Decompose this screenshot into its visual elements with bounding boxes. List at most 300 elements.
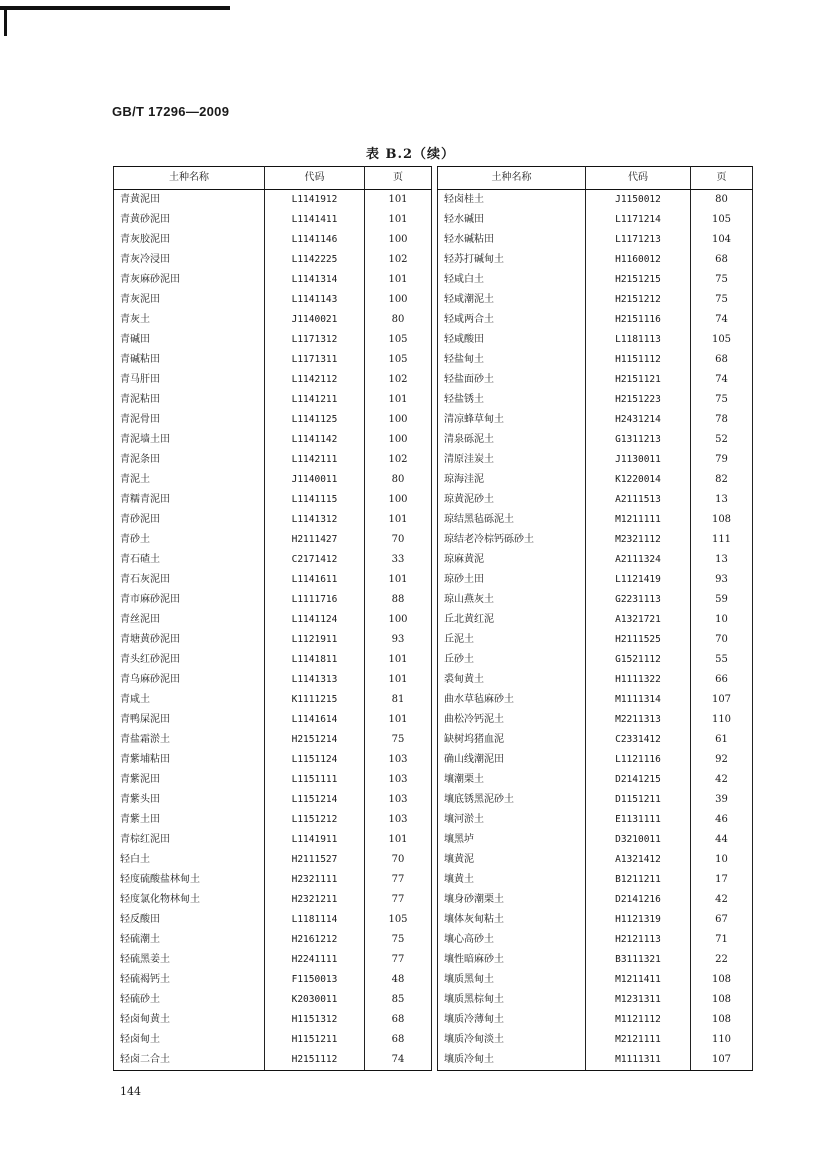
soil-name-cell: 裘甸黄土 [438, 670, 586, 690]
page-ref-cell: 110 [691, 1030, 753, 1050]
soil-name-cell: 轻度硫酸盐林甸土 [114, 870, 265, 890]
page-ref-cell: 103 [365, 790, 432, 810]
soil-name-cell: 确山线潮泥田 [438, 750, 586, 770]
soil-code-cell: M1231311 [586, 990, 691, 1010]
page-ref-cell: 80 [365, 310, 432, 330]
page-ref-cell: 78 [691, 410, 753, 430]
table-body-right [438, 190, 753, 1071]
soil-code-cell: H1121319 [586, 910, 691, 930]
table-row [114, 890, 432, 910]
soil-name-cell: 轻咸酸田 [438, 330, 586, 350]
soil-name-cell: 琼海洼泥 [438, 470, 586, 490]
soil-name-cell: 青泥骨田 [114, 410, 265, 430]
soil-code-cell: M1111314 [586, 690, 691, 710]
soil-name-cell: 轻水碱粘田 [438, 230, 586, 250]
soil-code-cell: H2151116 [586, 310, 691, 330]
page-ref-cell: 59 [691, 590, 753, 610]
page-ref-cell: 103 [365, 770, 432, 790]
soil-name-cell: 壤底锈黑泥砂土 [438, 790, 586, 810]
soil-name-cell: 青碱粘田 [114, 350, 265, 370]
soil-code-cell: F1150013 [265, 970, 365, 990]
table-row [114, 970, 432, 990]
table-row [114, 430, 432, 450]
scan-top-edge-mark [0, 6, 230, 10]
table-row [114, 610, 432, 630]
soil-code-cell: K1111215 [265, 690, 365, 710]
soil-code-cell: L1141142 [265, 430, 365, 450]
soil-name-cell: 轻度氯化物林甸土 [114, 890, 265, 910]
soil-code-cell: H1111322 [586, 670, 691, 690]
soil-code-cell: L1141314 [265, 270, 365, 290]
page-ref-cell: 100 [365, 490, 432, 510]
table-row [438, 370, 753, 390]
soil-code-cell: L1151214 [265, 790, 365, 810]
soil-code-cell: L1141143 [265, 290, 365, 310]
soil-name-cell: 青塘黄砂泥田 [114, 630, 265, 650]
soil-name-cell: 青泥土 [114, 470, 265, 490]
soil-name-cell: 青碱田 [114, 330, 265, 350]
page-ref-cell: 75 [365, 730, 432, 750]
soil-name-cell: 轻咸潮泥土 [438, 290, 586, 310]
page-ref-cell: 104 [691, 230, 753, 250]
soil-name-cell: 壤河淤土 [438, 810, 586, 830]
soil-code-cell: L1141146 [265, 230, 365, 250]
page-ref-cell: 77 [365, 890, 432, 910]
soil-code-cell: M1121112 [586, 1010, 691, 1030]
table-row [438, 230, 753, 250]
soil-code-cell: L1151111 [265, 770, 365, 790]
page-ref-cell: 100 [365, 430, 432, 450]
soil-code-cell: H2151223 [586, 390, 691, 410]
soil-name-cell: 壤质冷甸土 [438, 1050, 586, 1071]
page-ref-cell: 80 [691, 190, 753, 211]
table-row [438, 810, 753, 830]
page-ref-cell: 79 [691, 450, 753, 470]
soil-code-cell: B1211211 [586, 870, 691, 890]
soil-name-cell: 青紫土田 [114, 810, 265, 830]
soil-code-cell: L1141313 [265, 670, 365, 690]
soil-code-cell: L1141115 [265, 490, 365, 510]
soil-code-cell: L1181114 [265, 910, 365, 930]
soil-name-cell: 轻卤甸黄土 [114, 1010, 265, 1030]
table-row [114, 990, 432, 1010]
table-row [438, 670, 753, 690]
page-ref-cell: 55 [691, 650, 753, 670]
page-ref-cell: 88 [365, 590, 432, 610]
soil-name-cell: 轻苏打碱甸土 [438, 250, 586, 270]
page-ref-cell: 68 [691, 250, 753, 270]
soil-name-cell: 壤黄泥 [438, 850, 586, 870]
table-row [114, 210, 432, 230]
soil-name-cell: 青糯青泥田 [114, 490, 265, 510]
soil-code-cell: L1151212 [265, 810, 365, 830]
soil-code-cell: L1141911 [265, 830, 365, 850]
soil-name-cell: 琼结老冷棕钙砾砂土 [438, 530, 586, 550]
page-ref-cell: 108 [691, 970, 753, 990]
table-row [438, 730, 753, 750]
table-row [438, 850, 753, 870]
page-ref-cell: 13 [691, 490, 753, 510]
soil-code-cell: G2231113 [586, 590, 691, 610]
column-header-name: 土种名称 [114, 167, 265, 190]
page-ref-cell: 101 [365, 210, 432, 230]
page-ref-cell: 93 [691, 570, 753, 590]
soil-name-cell: 壤性暗麻砂土 [438, 950, 586, 970]
soil-name-cell: 壤质黑甸土 [438, 970, 586, 990]
soil-code-cell: H2321211 [265, 890, 365, 910]
table-row [438, 290, 753, 310]
page-ref-cell: 108 [691, 510, 753, 530]
soil-code-cell: C2171412 [265, 550, 365, 570]
page-ref-cell: 13 [691, 550, 753, 570]
page-ref-cell: 105 [691, 330, 753, 350]
page-ref-cell: 105 [365, 350, 432, 370]
page-ref-cell: 101 [365, 510, 432, 530]
soil-code-cell: L1142225 [265, 250, 365, 270]
table-row [438, 210, 753, 230]
soil-name-cell: 青盐霜淤土 [114, 730, 265, 750]
table-row [114, 690, 432, 710]
soil-name-cell: 轻盐锈土 [438, 390, 586, 410]
table-row [114, 470, 432, 490]
column-header-page: 页 [365, 167, 432, 190]
page-ref-cell: 102 [365, 450, 432, 470]
table-header-row [438, 167, 753, 190]
soil-name-cell: 曲松冷钙泥土 [438, 710, 586, 730]
table-row [114, 670, 432, 690]
page-ref-cell: 85 [365, 990, 432, 1010]
page-ref-cell: 100 [365, 610, 432, 630]
soil-code-cell: H2151214 [265, 730, 365, 750]
table-row [438, 330, 753, 350]
soil-code-cell: L1141912 [265, 190, 365, 211]
soil-code-cell: H1151211 [265, 1030, 365, 1050]
soil-name-cell: 清泉砾泥土 [438, 430, 586, 450]
page-ref-cell: 82 [691, 470, 753, 490]
soil-code-cell: L1171214 [586, 210, 691, 230]
table-row [114, 590, 432, 610]
soil-code-cell: C2331412 [586, 730, 691, 750]
table-row [114, 570, 432, 590]
table-row [438, 250, 753, 270]
soil-name-cell: 青砂泥田 [114, 510, 265, 530]
table-row [114, 350, 432, 370]
soil-code-cell: H2151215 [586, 270, 691, 290]
table-row [114, 1030, 432, 1050]
soil-name-cell: 琼黄泥砂土 [438, 490, 586, 510]
soil-table-right [437, 166, 753, 1071]
table-row [438, 430, 753, 450]
soil-code-cell: L1141211 [265, 390, 365, 410]
soil-code-cell: L1141411 [265, 210, 365, 230]
soil-code-cell: H2151121 [586, 370, 691, 390]
table-row [438, 970, 753, 990]
table-row [438, 750, 753, 770]
page-ref-cell: 107 [691, 1050, 753, 1071]
soil-name-cell: 轻水碱田 [438, 210, 586, 230]
soil-name-cell: 轻硫黑姜土 [114, 950, 265, 970]
page-ref-cell: 110 [691, 710, 753, 730]
soil-name-cell: 青紫泥田 [114, 770, 265, 790]
page-ref-cell: 101 [365, 190, 432, 211]
page-ref-cell: 75 [365, 930, 432, 950]
page-ref-cell: 101 [365, 650, 432, 670]
soil-name-cell: 青咸土 [114, 690, 265, 710]
soil-name-cell: 壤潮栗土 [438, 770, 586, 790]
table-row [114, 870, 432, 890]
soil-code-cell: L1121116 [586, 750, 691, 770]
soil-code-cell: H1151312 [265, 1010, 365, 1030]
soil-code-cell: M1211411 [586, 970, 691, 990]
table-row [114, 450, 432, 470]
page-ref-cell: 75 [691, 290, 753, 310]
soil-code-cell: D1151211 [586, 790, 691, 810]
soil-code-cell: H1160012 [586, 250, 691, 270]
soil-name-cell: 青灰泥田 [114, 290, 265, 310]
table-row [438, 610, 753, 630]
soil-code-cell: L1121419 [586, 570, 691, 590]
table-row [438, 870, 753, 890]
soil-code-cell: H2321111 [265, 870, 365, 890]
table-row [114, 370, 432, 390]
soil-name-cell: 壤身砂潮栗土 [438, 890, 586, 910]
table-row [438, 190, 753, 211]
soil-code-cell: D2141215 [586, 770, 691, 790]
table-row [438, 550, 753, 570]
soil-code-cell: A2111324 [586, 550, 691, 570]
page-ref-cell: 70 [365, 530, 432, 550]
soil-name-cell: 青黄泥田 [114, 190, 265, 211]
page-ref-cell: 10 [691, 610, 753, 630]
table-row [438, 990, 753, 1010]
page-ref-cell: 108 [691, 1010, 753, 1030]
soil-name-cell: 青棕红泥田 [114, 830, 265, 850]
table-row [114, 250, 432, 270]
soil-name-cell: 琼砂土田 [438, 570, 586, 590]
page-ref-cell: 101 [365, 670, 432, 690]
page-ref-cell: 100 [365, 410, 432, 430]
page-ref-cell: 67 [691, 910, 753, 930]
table-row [114, 550, 432, 570]
table-caption: 表 B.2（续） [365, 147, 456, 162]
soil-name-cell: 青石碴土 [114, 550, 265, 570]
soil-name-cell: 轻白土 [114, 850, 265, 870]
page-ref-cell: 75 [691, 270, 753, 290]
page-number: 144 [120, 1085, 141, 1098]
soil-code-cell: M1111311 [586, 1050, 691, 1071]
soil-code-cell: B3111321 [586, 950, 691, 970]
page-ref-cell: 10 [691, 850, 753, 870]
table-row [438, 910, 753, 930]
soil-code-cell: L1141811 [265, 650, 365, 670]
page-ref-cell: 74 [691, 310, 753, 330]
page-ref-cell: 103 [365, 810, 432, 830]
table-row [114, 730, 432, 750]
soil-name-cell: 轻反酸田 [114, 910, 265, 930]
table-row [114, 290, 432, 310]
page-ref-cell: 101 [365, 270, 432, 290]
soil-code-cell: M2121111 [586, 1030, 691, 1050]
page-ref-cell: 33 [365, 550, 432, 570]
soil-name-cell: 清原洼炭土 [438, 450, 586, 470]
table-row [438, 470, 753, 490]
soil-code-cell: L1141614 [265, 710, 365, 730]
table-row [438, 690, 753, 710]
soil-name-cell: 壤质冷甸淡土 [438, 1030, 586, 1050]
soil-code-cell: A1321721 [586, 610, 691, 630]
page-ref-cell: 39 [691, 790, 753, 810]
soil-code-cell: J1130011 [586, 450, 691, 470]
table-row [114, 650, 432, 670]
column-header-name: 土种名称 [438, 167, 586, 190]
page-ref-cell: 48 [365, 970, 432, 990]
soil-name-cell: 壤黄土 [438, 870, 586, 890]
table-row [114, 510, 432, 530]
page-ref-cell: 100 [365, 290, 432, 310]
table-row [114, 910, 432, 930]
page-ref-cell: 66 [691, 670, 753, 690]
soil-name-cell: 青砂土 [114, 530, 265, 550]
soil-name-cell: 轻盐甸土 [438, 350, 586, 370]
table-row [438, 390, 753, 410]
soil-name-cell: 清凉蜂草甸土 [438, 410, 586, 430]
soil-code-cell: L1111716 [265, 590, 365, 610]
page-ref-cell: 22 [691, 950, 753, 970]
soil-name-cell: 轻卤甸土 [114, 1030, 265, 1050]
page-ref-cell: 75 [691, 390, 753, 410]
table-row [438, 270, 753, 290]
page-ref-cell: 61 [691, 730, 753, 750]
page-ref-cell: 93 [365, 630, 432, 650]
soil-code-cell: K2030011 [265, 990, 365, 1010]
table-row [114, 810, 432, 830]
column-header-code: 代码 [265, 167, 365, 190]
soil-code-cell: L1171312 [265, 330, 365, 350]
soil-code-cell: H2151112 [265, 1050, 365, 1071]
table-row [114, 750, 432, 770]
soil-name-cell: 壤体灰甸粘土 [438, 910, 586, 930]
page-ref-cell: 80 [365, 470, 432, 490]
soil-name-cell: 青泥条田 [114, 450, 265, 470]
soil-code-cell: D3210011 [586, 830, 691, 850]
page-ref-cell: 100 [365, 230, 432, 250]
soil-code-cell: L1151124 [265, 750, 365, 770]
table-header-row [114, 167, 432, 190]
soil-name-cell: 丘砂土 [438, 650, 586, 670]
table-row [114, 190, 432, 211]
table-row [114, 1050, 432, 1071]
page-ref-cell: 101 [365, 710, 432, 730]
soil-name-cell: 琼结黑毡砾泥土 [438, 510, 586, 530]
soil-code-cell: M2321112 [586, 530, 691, 550]
soil-code-cell: J1140021 [265, 310, 365, 330]
soil-name-cell: 轻卤桂土 [438, 190, 586, 211]
page-ref-cell: 68 [365, 1010, 432, 1030]
page-ref-cell: 108 [691, 990, 753, 1010]
page-ref-cell: 52 [691, 430, 753, 450]
page-ref-cell: 105 [365, 910, 432, 930]
table-row [438, 890, 753, 910]
soil-name-cell: 轻咸白土 [438, 270, 586, 290]
soil-code-cell: H2151212 [586, 290, 691, 310]
soil-code-cell: H2111525 [586, 630, 691, 650]
scan-left-edge-mark [4, 8, 7, 36]
table-row [438, 490, 753, 510]
soil-code-cell: L1141124 [265, 610, 365, 630]
soil-code-cell: D2141216 [586, 890, 691, 910]
page-ref-cell: 46 [691, 810, 753, 830]
page-ref-cell: 68 [365, 1030, 432, 1050]
soil-code-cell: L1121911 [265, 630, 365, 650]
soil-name-cell: 琼山燕灰土 [438, 590, 586, 610]
soil-name-cell: 缺树坞猪血泥 [438, 730, 586, 750]
table-row [438, 570, 753, 590]
table-row [438, 1050, 753, 1071]
page-ref-cell: 77 [365, 870, 432, 890]
page-ref-cell: 42 [691, 770, 753, 790]
soil-code-cell: H2431214 [586, 410, 691, 430]
soil-code-cell: L1181113 [586, 330, 691, 350]
page-ref-cell: 102 [365, 370, 432, 390]
soil-name-cell: 青灰冷浸田 [114, 250, 265, 270]
table-row [438, 630, 753, 650]
table-row [114, 490, 432, 510]
table-row [438, 310, 753, 330]
soil-code-cell: H2111527 [265, 850, 365, 870]
standard-number: GB/T 17296—2009 [112, 104, 230, 119]
soil-name-cell: 轻硫褐钙土 [114, 970, 265, 990]
page-ref-cell: 42 [691, 890, 753, 910]
soil-code-cell: H2111427 [265, 530, 365, 550]
table-row [438, 350, 753, 370]
soil-code-cell: L1171311 [265, 350, 365, 370]
page-ref-cell: 107 [691, 690, 753, 710]
page-ref-cell: 92 [691, 750, 753, 770]
page-ref-cell: 74 [691, 370, 753, 390]
soil-name-cell: 青泥墙土田 [114, 430, 265, 450]
table-body-left [114, 190, 432, 1071]
table-row [114, 230, 432, 250]
soil-code-cell: M2211313 [586, 710, 691, 730]
soil-name-cell: 青石灰泥田 [114, 570, 265, 590]
soil-name-cell: 轻卤二合土 [114, 1050, 265, 1071]
soil-code-cell: J1150012 [586, 190, 691, 211]
soil-name-cell: 青马肝田 [114, 370, 265, 390]
table-row [114, 530, 432, 550]
soil-name-cell: 青市麻砂泥田 [114, 590, 265, 610]
table-row [438, 710, 753, 730]
table-row [114, 310, 432, 330]
page-ref-cell: 101 [365, 570, 432, 590]
table-row [438, 450, 753, 470]
page-ref-cell: 77 [365, 950, 432, 970]
table-row [438, 1010, 753, 1030]
table-row [438, 950, 753, 970]
soil-name-cell: 轻咸两合土 [438, 310, 586, 330]
table-row [114, 390, 432, 410]
table-row [114, 770, 432, 790]
soil-name-cell: 丘北黄红泥 [438, 610, 586, 630]
soil-name-cell: 青灰麻砂泥田 [114, 270, 265, 290]
page-ref-cell: 74 [365, 1050, 432, 1071]
soil-name-cell: 壤质黑棕甸土 [438, 990, 586, 1010]
soil-code-cell: A2111513 [586, 490, 691, 510]
page-ref-cell: 101 [365, 830, 432, 850]
page-ref-cell: 68 [691, 350, 753, 370]
soil-name-cell: 青黄砂泥田 [114, 210, 265, 230]
soil-code-cell: G1521112 [586, 650, 691, 670]
soil-name-cell: 轻硫砂土 [114, 990, 265, 1010]
